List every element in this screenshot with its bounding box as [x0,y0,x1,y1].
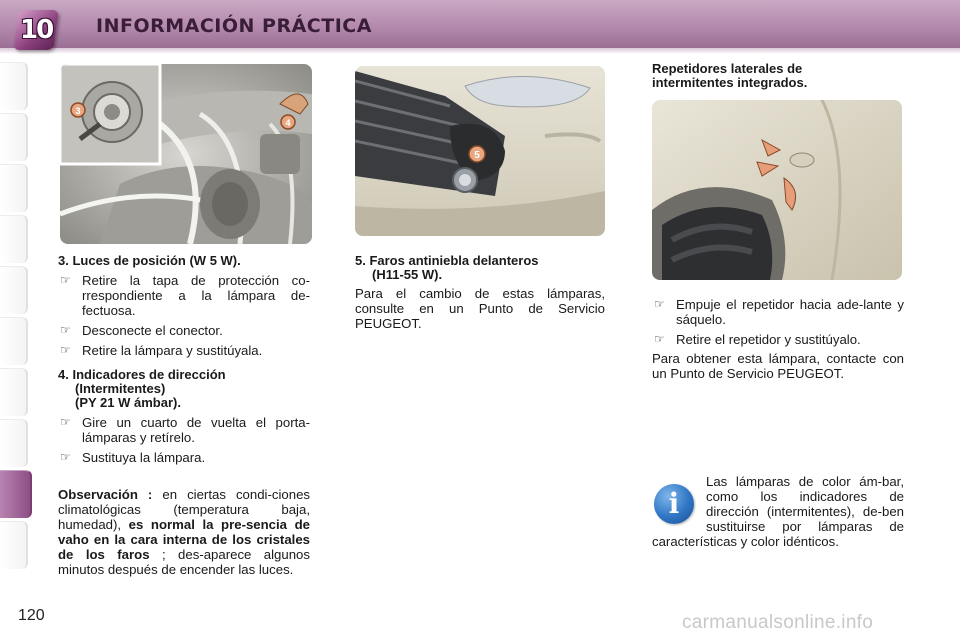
side-repeater-photo [652,100,902,280]
repeater-text: Para obtener esta lámpara, contacte con un Punto de Servicio PEUGEOT. [652,351,904,381]
observation-label: Observación : [58,487,153,502]
info-note [652,474,904,549]
info-text: Las lámparas de color ám-bar, como los indicadores de dirección (intermitentes), de-ben sustituirse por lámparas de características y color idénticos. [652,474,904,549]
hand-pointer-icon: ☞ [60,450,71,464]
column-right [652,62,904,90]
chapter-tab[interactable] [0,521,28,569]
hand-pointer-icon: ☞ [60,415,71,429]
list-item: ☞ Gire un cuarto de vuelta el porta-lámparas y retírelo. [60,415,310,445]
page-title: INFORMACIÓN PRÁCTICA [96,15,372,37]
chapter-number: 10 [19,15,53,45]
hand-pointer-icon: ☞ [60,343,71,357]
chapter-tab[interactable] [0,215,28,263]
observation-note: Observación : en ciertas condi-ciones climatológicas (temperatura baja, humedad), es normal la pre-sencia de vaho en la cara interna de los cristales de los faros ; des-aparece algunos minutos después de encender las luces. [58,487,310,577]
list-item: ☞ Desconecte el conector. [60,323,223,338]
section-5-heading: 5. Faros antiniebla delanteros (H11-55 W). [355,253,539,282]
chapter-tab[interactable] [0,317,28,365]
hand-pointer-icon: ☞ [60,273,71,287]
section-5-text: Para el cambio de estas lámparas, consulte en un Punto de Servicio PEUGEOT. [355,286,605,331]
page-number: 120 [18,607,45,624]
callout-4: 4 [285,118,291,128]
list-item: ☞ Retire la lámpara y sustitúyala. [60,343,263,358]
chapter-tab[interactable] [0,62,28,110]
chapter-tabs [0,62,34,572]
list-item: ☞ Empuje el repetidor hacia ade-lante y sáquelo. [654,297,904,327]
callout-5: 5 [474,150,480,161]
hand-pointer-icon: ☞ [60,323,71,337]
column-left [58,254,310,577]
list-item: ☞ Retire la tapa de protección co-rrespondiente a la lámpara de-fectuosa. [60,273,310,318]
hand-pointer-icon: ☞ [654,332,665,346]
engine-bay-photo [60,64,312,244]
section-3-heading: 3. Luces de posición (W 5 W). [58,253,241,268]
info-icon: i [654,484,694,524]
list-item: ☞ Sustituya la lámpara. [60,450,206,465]
section-4-heading: 4. Indicadores de dirección (Intermitentes) (PY 21 W ámbar). [58,367,226,410]
hand-pointer-icon: ☞ [654,297,665,311]
repeater-instructions [652,292,904,381]
watermark: carmanualsonline.info [682,612,874,633]
chapter-tab-active[interactable] [0,470,32,518]
repeater-heading: Repetidores laterales de intermitentes integrados. [652,61,808,90]
list-item: ☞ Retire el repetidor y sustitúyalo. [654,332,861,347]
chapter-badge [13,10,59,50]
callout-3: 3 [75,106,81,116]
chapter-tab[interactable] [0,164,28,212]
front-bumper-photo [355,66,605,236]
chapter-tab[interactable] [0,368,28,416]
header-shadow [0,48,960,54]
chapter-tab[interactable] [0,419,28,467]
chapter-tab[interactable] [0,113,28,161]
column-middle [355,254,605,331]
chapter-tab[interactable] [0,266,28,314]
